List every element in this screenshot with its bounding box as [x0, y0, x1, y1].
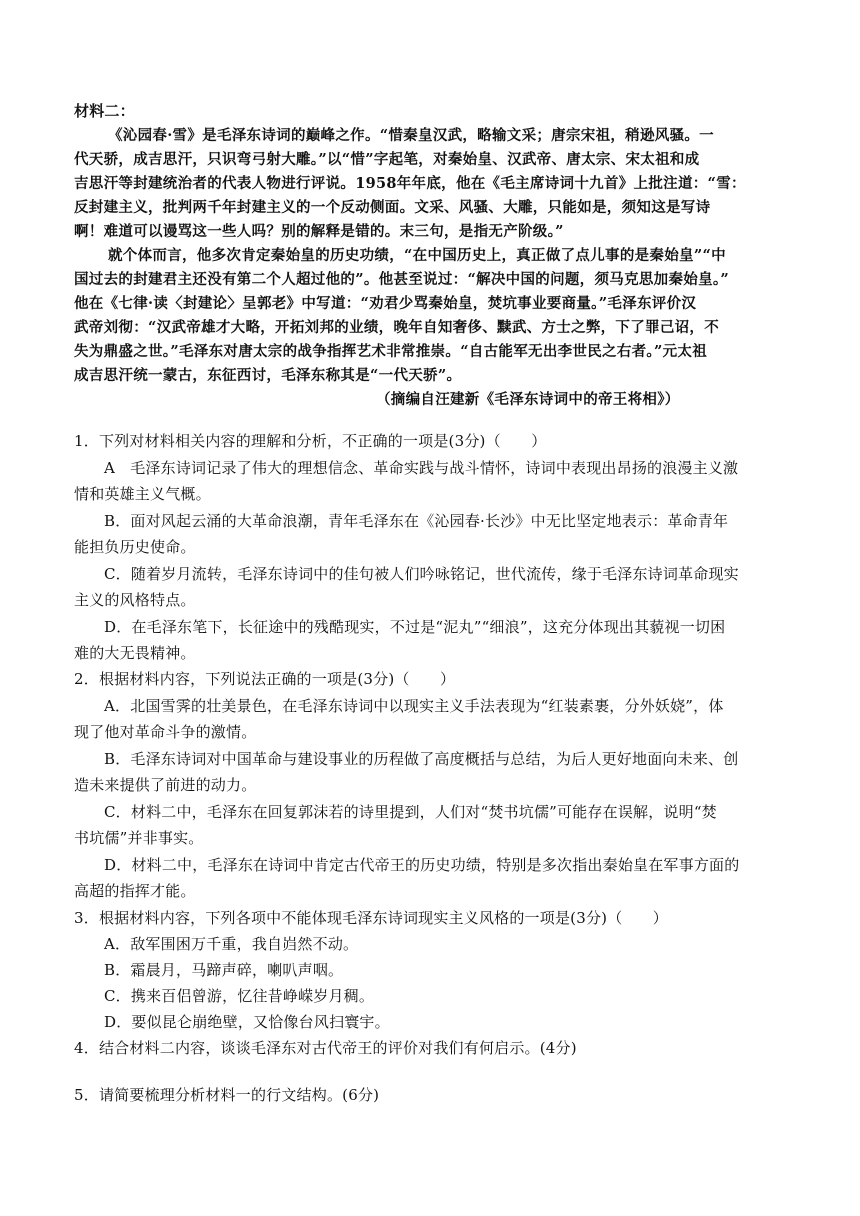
q1-option-c: C．随着岁月流转，毛泽东诗词中的佳句被人们吟咏铭记，世代流传，缘于毛泽东诗词革命现实 [104, 565, 739, 583]
q1-option-d: D．在毛泽东笔下，长征途中的残酷现实，不过是“泥丸”“细浪”，这充分体现出其藐视一切困 [104, 618, 726, 636]
question-2-stem: 2．根据材料内容，下列说法正确的一项是(3分)（ ） [74, 670, 456, 688]
material-line: 反封建主义，批判两千年封建主义的一个反动侧面。文采、风骚、大雕，只能如是，须知这是写诗 [74, 199, 711, 216]
material-line: 吉思汗等封建统治者的代表人物进行评说。1958年年底，他在《毛主席诗词十九首》上批注道：“雪： [74, 175, 746, 192]
material-line: 国过去的封建君主还没有第二个人超过他的”。他甚至说过：“解决中国的问题，须马克思加秦始皇。” [74, 271, 730, 288]
q1-option-b: B．面对风起云涌的大革命浪潮，青年毛泽东在《沁园春·长沙》中无比坚定地表示：革命青年 [104, 512, 729, 530]
q2-option-a: A．北国雪霁的壮美景色，在毛泽东诗词中以现实主义手法表现为“红装素裹，分外妖娆”，体 [104, 697, 724, 715]
q2-option-c-cont: 书坑儒”并非事实。 [74, 829, 204, 847]
material-source: （摘编自汪建新《毛泽东诗词中的帝王将相》） [376, 391, 680, 408]
material-line: 他在《七律·读〈封建论〉呈郭老》中写道：“劝君少骂秦始皇，焚坑事业要商量。”毛泽东评价汉 [74, 295, 697, 312]
q1-option-c-cont: 主义的风格特点。 [74, 591, 196, 609]
q2-option-b: B．毛泽东诗词对中国革命与建设事业的历程做了高度概括与总结，为后人更好地面向未来、创 [104, 750, 739, 768]
q3-option-d: D．要似昆仑崩绝壁，又恰像台风扫寰宇。 [104, 1013, 390, 1031]
q2-option-b-cont: 造未来提供了前进的动力。 [74, 776, 257, 794]
q1-option-d-cont: 难的大无畏精神。 [74, 644, 196, 662]
q3-option-c: C．携来百侣曾游，忆往昔峥嵘岁月稠。 [104, 987, 375, 1005]
q3-option-b: B．霜晨月，马蹄声碎，喇叭声咽。 [104, 961, 344, 979]
material-line: 《沁园春·雪》是毛泽东诗词的巅峰之作。“惜秦皇汉武，略输文采；唐宗宋祖，稍逊风骚。一 [108, 127, 714, 144]
question-3-stem: 3．根据材料内容，下列各项中不能体现毛泽东诗词现实主义风格的一项是(3分)（ ） [74, 909, 668, 927]
material-line: 代天骄，成吉思汗，只识弯弓射大雕。”以“惜”字起笔，对秦始皇、汉武帝、唐太宗、宋太祖和成 [74, 151, 700, 168]
material-heading: 材料二： [74, 102, 135, 120]
material-line: 失为鼎盛之世。”毛泽东对唐太宗的战争指挥艺术非常推崇。“自古能军无出李世民之右者。”元太祖 [74, 343, 708, 360]
q1-option-a-cont: 情和英雄主义气概。 [74, 485, 211, 503]
question-4-stem: 4．结合材料二内容，谈谈毛泽东对古代帝王的评价对我们有何启示。(4分) [74, 1039, 577, 1057]
material-line: 成吉思汗统一蒙古，东征西讨，毛泽东称其是“一代天骄”。 [74, 367, 462, 384]
q1-option-a: A 毛泽东诗词记录了伟大的理想信念、革命实践与战斗情怀，诗词中表现出昂扬的浪漫主义激 [104, 459, 739, 477]
material-line: 啊！难道可以谩骂这一些人吗？别的解释是错的。末三句，是指无产阶级。” [74, 223, 564, 240]
q2-option-d-cont: 高超的指挥才能。 [74, 882, 196, 900]
q2-option-a-cont: 现了他对革命斗争的激情。 [74, 723, 257, 741]
material-line: 就个体而言，他多次肯定秦始皇的历史功绩，“在中国历史上，真正做了点儿事的是秦始皇”“中 [108, 247, 726, 264]
q1-option-b-cont: 能担负历史使命。 [74, 538, 196, 556]
material-line: 武帝刘彻：“汉武帝雄才大略，开拓刘邦的业绩，晚年自知奢侈、黩武、方士之弊，下了罪己诏，不 [74, 319, 720, 336]
q2-option-c: C．材料二中，毛泽东在回复郭沫若的诗里提到，人们对“焚书坑儒”可能存在误解，说明“焚 [104, 803, 717, 821]
q2-option-d: D．材料二中，毛泽东在诗词中肯定古代帝王的历史功绩，特别是多次指出秦始皇在军事方面的 [104, 856, 740, 874]
q3-option-a: A．敌军围困万千重，我自岿然不动。 [104, 935, 359, 953]
question-5-stem: 5．请简要梳理分析材料一的行文结构。(6分) [74, 1086, 380, 1104]
question-1-stem: 1．下列对材料相关内容的理解和分析，不正确的一项是(3分)（ ） [74, 432, 547, 450]
